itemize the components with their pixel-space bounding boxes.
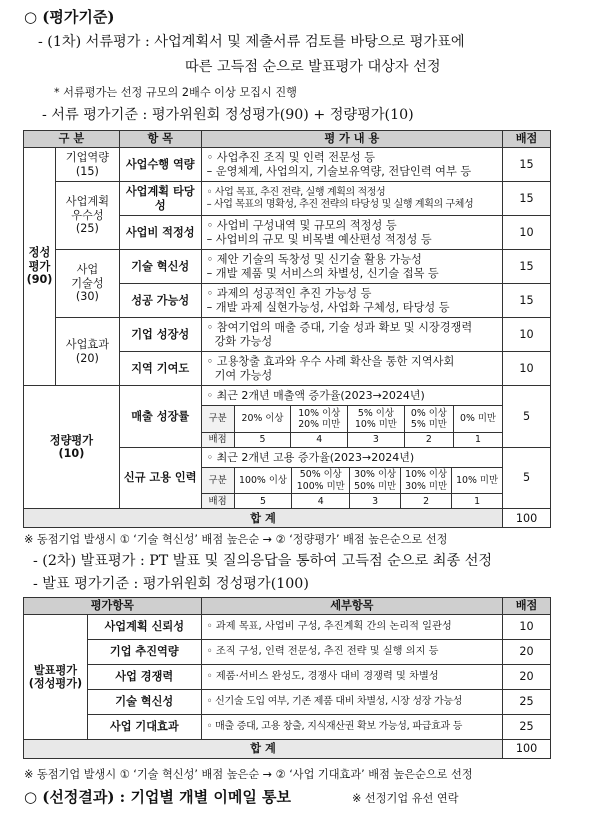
sales-growth-detail [201,386,502,448]
table-row [24,182,551,216]
grid-range-row [202,406,502,432]
sales-growth-title: ◦ 최근 2개년 매출액 증가율(2023→2024년) [202,386,502,406]
group-quantitative: 정량평가 (10) [24,386,120,509]
item-name: 기술 혁신성 [87,690,201,715]
grid-cell: 3 [348,432,405,447]
grid-cell: 1 [452,494,502,509]
table-header-row [24,131,551,148]
total-label: 합 계 [24,509,503,528]
presentation-table [23,597,551,759]
item-description: ◦ 과제 목표, 사업비 구성, 추진계획 간의 논리적 일관성 [201,615,502,640]
item-score: 15 [503,182,551,216]
desc-main: ◦ 사업비 구성내역 및 규모의 적정성 등 [206,219,397,233]
category-plan: 사업계획 우수성 (25) [55,182,119,250]
item-name: 지역 기여도 [119,352,201,386]
item-name: 사업계획 신뢰성 [87,615,201,640]
grid-cell: 4 [292,494,350,509]
grid-cell: 100% 이상 [234,468,292,494]
item-name: 사업계획 타당성 [119,182,201,216]
grid-points-row [202,432,502,447]
table-row [24,640,551,665]
item-name: 기술 혁신성 [119,250,201,284]
doc-review-note: * 서류평가는 선정 규모의 2배수 이상 모집시 진행 [54,86,297,99]
item-score: 15 [503,148,551,182]
item-score: 5 [503,386,551,448]
grid-cell: 2 [404,432,453,447]
category-effect: 사업효과 (20) [55,318,119,386]
item-score: 5 [503,447,551,509]
item-description [201,352,502,386]
doc-criteria-line: - 서류 평가기준 : 평가위원회 정성평가(90) + 정량평가(10) [42,107,414,123]
item-score: 20 [503,665,551,690]
item-score: 10 [503,318,551,352]
grid-cell: 5 [234,432,291,447]
grid-cell: 2 [401,494,452,509]
grid-label: 구분 [202,468,235,494]
item-score: 15 [503,284,551,318]
header-score: 배점 [503,598,551,615]
item-score: 25 [503,715,551,740]
grid-range-row [202,468,502,494]
item-score: 10 [503,615,551,640]
total-score: 100 [503,509,551,528]
table-row [24,665,551,690]
item-description [201,318,502,352]
table-row [24,148,551,182]
category-technology: 사업 기술성 (30) [55,250,119,318]
doc-review-line-cont: 따른 고득점 순으로 발표평가 대상자 선정 [185,59,441,75]
item-name: 사업 경쟁력 [87,665,201,690]
table-row [24,715,551,740]
header-eval-item: 평가항목 [24,598,202,615]
table-row [24,615,551,640]
table-header-row [24,598,551,615]
total-label: 합 계 [24,740,503,759]
item-name: 신규 고용 인력 [119,447,201,509]
grid-cell: 30% 이상 50% 미만 [350,468,401,494]
grid-label: 배점 [202,432,235,447]
presentation-criteria-line: - 발표 평가기준 : 평가위원회 정성평가(100) [33,576,309,592]
item-description [201,216,502,250]
total-score: 100 [503,740,551,759]
item-score: 25 [503,690,551,715]
desc-detail: – 개발 제품 및 서비스의 차별성, 신기술 접목 등 [206,266,439,280]
presentation-review-line: - (2차) 발표평가 : PT 발표 및 질의응답을 통하여 고득점 순으로 최종 선정 [33,553,493,569]
grid-cell: 20% 이상 [234,406,291,432]
item-name: 기업 성장성 [119,318,201,352]
hire-growth-title: ◦ 최근 2개년 고용 증가율(2023→2024년) [202,448,502,468]
item-score: 15 [503,250,551,284]
item-score: 20 [503,640,551,665]
item-name: 성공 가능성 [119,284,201,318]
hire-growth-detail [201,447,502,509]
hire-growth-grid [202,468,502,509]
total-row [24,740,551,759]
result-heading: ○ (선정결과) : 기업별 개별 이메일 통보 [24,788,292,806]
grid-label: 배점 [202,494,235,509]
grid-cell: 5 [234,494,292,509]
item-name: 사업수행 역량 [119,148,201,182]
grid-cell: 10% 이상 20% 미만 [291,406,348,432]
sales-growth-grid [202,406,502,447]
doc-review-table [23,130,551,528]
desc-detail: – 사업 목표의 명확성, 추진 전략의 타당성 및 실행 계획의 구체성 [206,198,474,210]
section-heading-criteria: ○ (평가기준) [24,8,115,26]
desc-detail: – 사업비의 규모 및 비목별 예산편성 적정성 등 [206,232,432,246]
item-description [201,182,502,216]
desc-main: ◦ 과제의 성공적인 추진 가능성 등 [206,287,372,301]
grid-cell: 10% 이상 30% 미만 [401,468,452,494]
item-name: 매출 성장률 [119,386,201,448]
group-qualitative: 정성 평가 (90) [24,148,56,386]
item-score: 10 [503,216,551,250]
grid-cell: 0% 이상 5% 미만 [404,406,453,432]
header-score: 배점 [503,131,551,148]
item-score: 10 [503,352,551,386]
grid-label: 구분 [202,406,235,432]
desc-detail: – 개발 과제 실현가능성, 사업화 구체성, 타당성 등 [206,300,450,314]
group-presentation: 발표평가 (정성평가) [24,615,88,740]
grid-points-row [202,494,502,509]
header-item: 항 목 [119,131,201,148]
item-description [201,148,502,182]
desc-main: ◦ 고용창출 효과와 우수 사례 확산을 통한 지역사회 [206,355,455,369]
header-detail: 세부항목 [201,598,502,615]
item-description: ◦ 제품·서비스 완성도, 경쟁사 대비 경쟁력 및 차별성 [201,665,502,690]
result-note: ※ 선정기업 유선 연락 [352,792,459,805]
desc-detail: 기여 가능성 [214,368,273,382]
tie-break-note-2: ※ 동점기업 발생시 ① ‘기술 혁신성’ 배점 높은순 → ② ‘사업 기대효과’ 배점 높은순으로 선정 [24,768,473,781]
desc-main: ◦ 제안 기술의 독창성 및 신기술 활용 가능성 [206,253,422,267]
table-row [24,690,551,715]
desc-main: ◦ 사업추진 조직 및 인력 전문성 등 [206,151,376,165]
total-row [24,509,551,528]
header-category: 구 분 [24,131,120,148]
item-description [201,284,502,318]
desc-detail: 강화 가능성 [214,334,273,348]
doc-review-line: - (1차) 서류평가 : 사업계획서 및 제출서류 검토를 바탕으로 평가표에 [38,34,465,50]
grid-cell: 0% 미만 [453,406,502,432]
item-description: ◦ 조직 구성, 인력 전문성, 추진 전략 및 실행 의지 등 [201,640,502,665]
item-description: ◦ 신기술 도입 여부, 기존 제품 대비 차별성, 시장 성장 가능성 [201,690,502,715]
item-description [201,250,502,284]
table-row [24,250,551,284]
grid-cell: 10% 미만 [452,468,502,494]
desc-main: ◦ 사업 목표, 추진 전략, 실행 계획의 적정성 [206,186,386,198]
grid-cell: 3 [350,494,401,509]
item-name: 사업비 적정성 [119,216,201,250]
item-name: 사업 기대효과 [87,715,201,740]
tie-break-note-1: ※ 동점기업 발생시 ① ‘기술 혁신성’ 배점 높은순 → ② ‘정량평가’ 배점 높은순으로 선정 [24,533,448,546]
table-row [24,386,551,448]
item-name: 기업 추진역량 [87,640,201,665]
grid-cell: 50% 이상 100% 미만 [292,468,350,494]
desc-detail: – 운영체계, 사업의지, 기술보유역량, 전담인력 여부 등 [206,164,472,178]
grid-cell: 4 [291,432,348,447]
grid-cell: 1 [453,432,502,447]
table-row [24,318,551,352]
grid-cell: 5% 이상 10% 미만 [348,406,405,432]
item-description: ◦ 매출 증대, 고용 창출, 지식재산권 확보 가능성, 파급효과 등 [201,715,502,740]
category-capability: 기업역량 (15) [55,148,119,182]
desc-main: ◦ 참여기업의 매출 증대, 기술 성과 확보 및 시장경쟁력 [206,321,473,335]
header-content: 평 가 내 용 [201,131,502,148]
